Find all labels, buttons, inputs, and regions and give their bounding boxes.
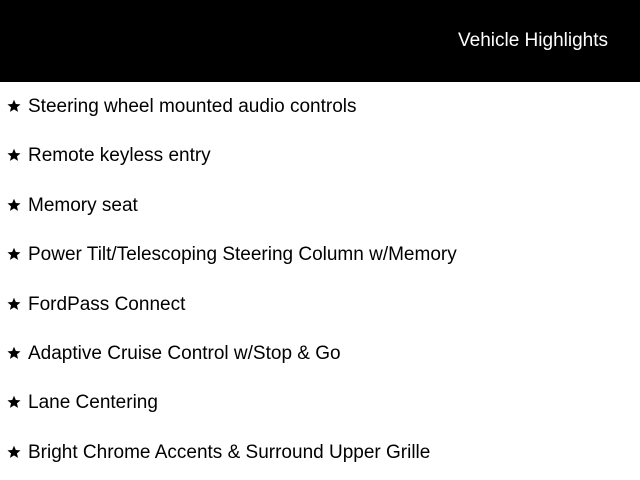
- list-item: [0, 194, 640, 224]
- star-icon: [7, 395, 21, 409]
- list-item-label: FordPass Connect: [28, 294, 186, 315]
- page-title: Vehicle Highlights: [458, 30, 608, 51]
- header-bar: [0, 0, 640, 82]
- list-item: [0, 441, 640, 471]
- star-icon: [7, 297, 21, 311]
- list-item-label: Memory seat: [28, 195, 138, 216]
- list-item: [0, 391, 640, 421]
- star-icon: [7, 198, 21, 212]
- list-item-label: Bright Chrome Accents & Surround Upper Grille: [28, 442, 431, 463]
- star-icon: [7, 99, 21, 113]
- list-item: [0, 95, 640, 125]
- list-item-label: Adaptive Cruise Control w/Stop & Go: [28, 343, 341, 364]
- list-item: [0, 293, 640, 323]
- list-item-label: Steering wheel mounted audio controls: [28, 96, 357, 117]
- star-icon: [7, 346, 21, 360]
- list-item-label: Lane Centering: [28, 392, 158, 413]
- list-item: [0, 144, 640, 174]
- star-icon: [7, 445, 21, 459]
- star-icon: [7, 247, 21, 261]
- list-item: [0, 243, 640, 273]
- list-item-label: Power Tilt/Telescoping Steering Column w/Memory: [28, 244, 457, 265]
- list-item-label: Remote keyless entry: [28, 145, 211, 166]
- list-item: [0, 342, 640, 372]
- star-icon: [7, 148, 21, 162]
